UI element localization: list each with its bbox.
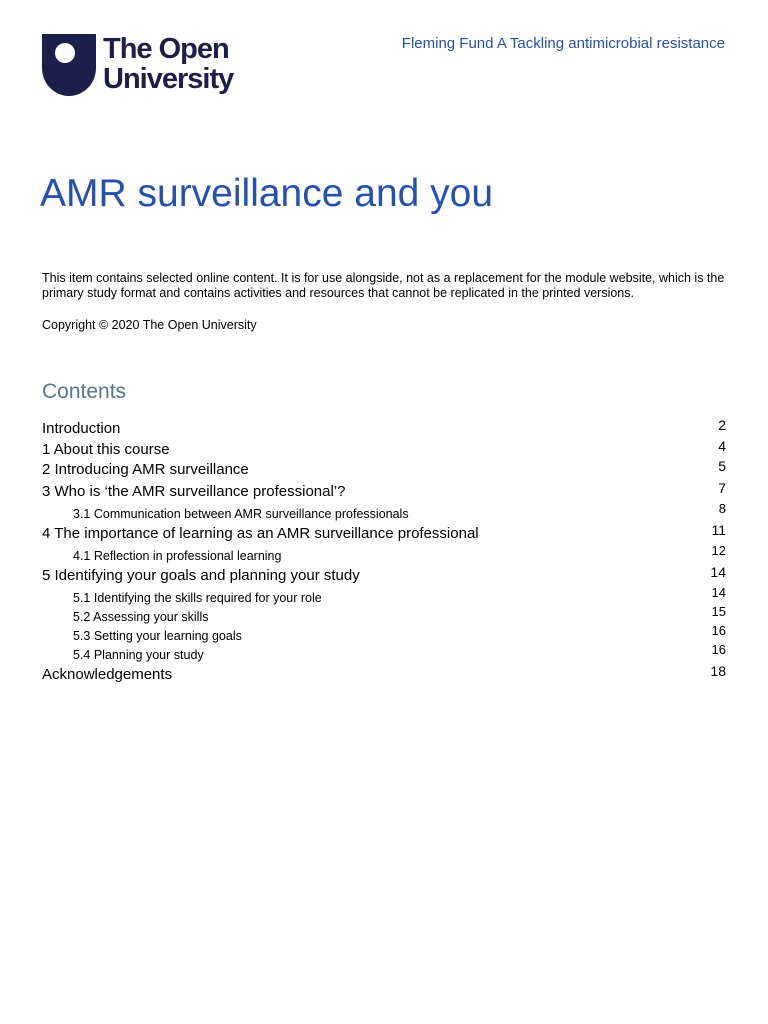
toc-entry[interactable]: [42, 501, 726, 521]
toc-entry[interactable]: [42, 585, 726, 605]
toc-entry-title: 1 About this course: [42, 441, 170, 458]
toc-entry[interactable]: [42, 543, 726, 563]
toc-entry-title: Introduction: [42, 420, 121, 437]
toc-entry[interactable]: [42, 604, 726, 624]
toc-entry[interactable]: [42, 642, 726, 662]
toc-entry-page-number: 2: [718, 417, 726, 433]
toc-entry[interactable]: [42, 480, 726, 500]
intro-paragraph: This item contains selected online content. It is for use alongside, not as a replacement for the module website, which is the primary study format and contains activities and resources that cannot be replicated in the printed versions.: [42, 271, 725, 300]
toc-entry-page-number: 12: [711, 543, 726, 558]
toc-entry-page-number: 5: [718, 458, 726, 474]
toc-entry-title: 5 Identifying your goals and planning your study: [42, 567, 360, 584]
toc-entry-page-number: 7: [718, 480, 726, 496]
toc-entry-page-number: 8: [718, 501, 726, 516]
toc-entry-title: 3.1 Communication between AMR surveillance professionals: [73, 507, 409, 521]
toc-entry[interactable]: [42, 417, 726, 437]
toc-entry-title: 5.4 Planning your study: [73, 648, 204, 662]
toc-entry-page-number: 18: [710, 663, 726, 679]
toc-entry-page-number: 16: [711, 623, 726, 638]
toc-entry-page-number: 14: [710, 564, 726, 580]
toc-entry-title: 5.2 Assessing your skills: [73, 610, 209, 624]
toc-entry-page-number: 11: [711, 522, 726, 538]
contents-heading: Contents: [42, 380, 127, 403]
toc-entry-page-number: 14: [711, 585, 726, 600]
toc-entry-page-number: 4: [718, 438, 726, 454]
toc-entry-page-number: 16: [711, 642, 726, 657]
toc-entry[interactable]: [42, 438, 726, 458]
toc-entry-page-number: 15: [711, 604, 726, 619]
course-name: Fleming Fund A Tackling antimicrobial resistance: [401, 35, 725, 52]
toc-entry[interactable]: [42, 564, 726, 584]
document-title: AMR surveillance and you: [40, 172, 494, 215]
toc-entry[interactable]: [42, 458, 726, 478]
logo-wordmark-line2: University: [103, 63, 234, 95]
toc-entry-title: Acknowledgements: [42, 666, 173, 683]
toc-entry-title: 4.1 Reflection in professional learning: [73, 549, 282, 563]
toc-entry-title: 4 The importance of learning as an AMR surveillance professional: [42, 525, 479, 542]
toc-entry[interactable]: [42, 663, 726, 683]
toc-entry-title: 5.3 Setting your learning goals: [73, 629, 242, 643]
toc-entry-title: 3 Who is ‘the AMR surveillance professional’?: [42, 483, 346, 500]
toc-entry-title: 5.1 Identifying the skills required for your role: [73, 591, 322, 605]
toc-entry-title: 2 Introducing AMR surveillance: [42, 461, 249, 478]
table-of-contents: [42, 0, 726, 1024]
toc-entry[interactable]: [42, 623, 726, 643]
logo-wordmark-line1: The Open: [103, 33, 229, 65]
copyright-notice: Copyright © 2020 The Open University: [42, 318, 257, 332]
toc-entry[interactable]: [42, 522, 726, 542]
